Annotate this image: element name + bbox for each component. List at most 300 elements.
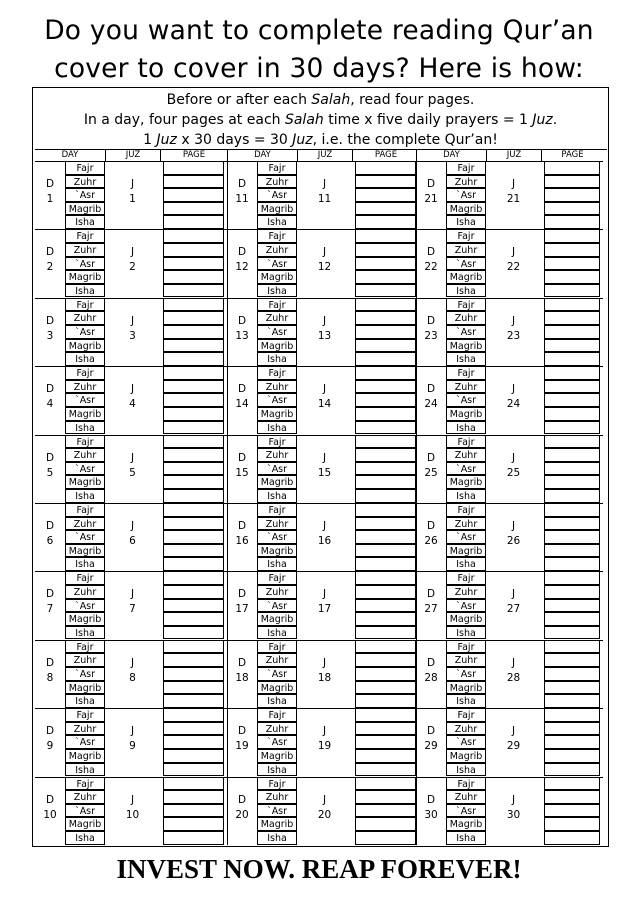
page-entry-box[interactable] [544,325,600,339]
page-entry-box[interactable] [163,215,224,229]
day-number: 6 [46,535,54,547]
page-entry-box[interactable] [355,380,416,394]
prayer-cell: Magrib [257,475,297,489]
page-entry-box[interactable] [163,229,224,243]
column-header-juz: JUZ [486,150,541,161]
page-entry-box[interactable] [355,421,416,435]
page-entry-box[interactable] [355,735,416,749]
prayer-cell: Magrib [257,749,297,763]
page-entry-box[interactable] [544,599,600,613]
instruction-text: Before or after each [166,92,312,108]
day-prefix: D [426,314,436,327]
page-entry-box[interactable] [355,215,416,229]
page-entry-box[interactable] [355,804,416,818]
juz-prefix: J [130,383,135,396]
page-entry-box[interactable] [544,161,600,175]
page-entry-box[interactable] [355,667,416,681]
page-entry-box[interactable] [163,298,224,312]
juz-prefix: J [511,314,516,327]
page-entry-box[interactable] [163,599,224,613]
page-entry-box[interactable] [163,544,224,558]
juz-number: 30 [506,808,521,821]
page-entry-box[interactable] [544,475,600,489]
page-entry-box[interactable] [355,352,416,366]
prayer-cell: `Asr [65,804,105,818]
juz-label [486,451,541,481]
page-entry-box[interactable] [163,257,224,271]
page-entry-box[interactable] [355,366,416,380]
prayer-cell: Magrib [65,270,105,284]
page-entry-box[interactable] [544,790,600,804]
day-number: 3 [46,329,54,342]
prayer-cell: Zuhr [257,448,297,462]
juz-prefix: J [130,314,135,327]
footer-slogan: INVEST NOW. REAP FOREVER! [116,854,522,884]
page-entry-box[interactable] [544,694,600,708]
juz-number: 10 [125,808,140,821]
prayer-cell: Fajr [65,161,105,175]
day-prefix: D [45,588,55,601]
juz-label [105,793,160,823]
day-prefix: D [45,725,55,738]
page-entry-box[interactable] [544,585,600,599]
prayer-cell: Zuhr [446,175,486,189]
prayer-cell: Magrib [257,407,297,421]
day-prefix: D [45,383,55,396]
prayer-cell: `Asr [65,325,105,339]
prayer-cell: `Asr [65,257,105,271]
prayer-cell: Zuhr [257,175,297,189]
page-entry-box[interactable] [355,708,416,722]
page-entry-box[interactable] [544,435,600,449]
page-entry-box[interactable] [544,626,600,640]
page-entry-box[interactable] [355,489,416,503]
juz-label [105,382,160,412]
prayer-cell: Zuhr [65,448,105,462]
day-label [416,177,446,207]
page-entry-box[interactable] [163,804,224,818]
page-entry-box[interactable] [355,612,416,626]
page-entry-box[interactable] [163,503,224,517]
page-entry-box[interactable] [163,735,224,749]
page-entry-box[interactable] [544,188,600,202]
page-entry-box[interactable] [355,749,416,763]
page-entry-box[interactable] [544,653,600,667]
page-entry-box[interactable] [355,626,416,640]
instruction-text: , read four pages. [350,92,475,108]
page-entry-box[interactable] [163,681,224,695]
prayer-cell: `Asr [257,599,297,613]
page-entry-box[interactable] [544,380,600,394]
prayer-cell: `Asr [65,188,105,202]
page-entry-box[interactable] [355,694,416,708]
page-entry-box[interactable] [163,489,224,503]
prayer-cell: Magrib [257,202,297,216]
page-entry-box[interactable] [163,585,224,599]
day-number: 21 [424,193,438,205]
prayer-cell: Magrib [446,544,486,558]
page-entry-box[interactable] [544,284,600,298]
instruction-text: , i.e. the complete Qur’an! [312,132,498,148]
page-entry-box[interactable] [544,503,600,517]
prayer-cell: Magrib [446,817,486,831]
page-entry-box[interactable] [355,790,416,804]
juz-prefix: J [322,383,327,396]
page-entry-box[interactable] [163,831,224,845]
page-entry-box[interactable] [544,763,600,777]
page-entry-box[interactable] [355,175,416,189]
page-entry-box[interactable] [355,475,416,489]
juz-number: 4 [129,398,136,411]
page-entry-box[interactable] [355,188,416,202]
day-prefix: D [237,246,247,259]
page-entry-box[interactable] [163,243,224,257]
day-number: 23 [424,329,438,342]
juz-number: 19 [317,740,332,753]
day-label [35,245,65,275]
prayer-cell: Zuhr [65,517,105,531]
page-entry-box[interactable] [163,284,224,298]
day-number: 14 [235,398,249,411]
page-entry-box[interactable] [163,612,224,626]
prayer-cell: Magrib [65,749,105,763]
page-entry-box[interactable] [163,694,224,708]
juz-label [486,382,541,412]
juz-label [297,724,352,754]
page-entry-box[interactable] [544,777,600,791]
column-divider [416,150,417,845]
prayer-cell: Zuhr [65,790,105,804]
page-entry-box[interactable] [163,653,224,667]
page-entry-box[interactable] [355,462,416,476]
page-entry-box[interactable] [163,421,224,435]
prayer-cell: Zuhr [446,311,486,325]
instruction-text: x 30 days = 30 [176,132,293,148]
page-entry-box[interactable] [544,243,600,257]
page-entry-box[interactable] [163,790,224,804]
page-entry-box[interactable] [544,640,600,654]
page-entry-box[interactable] [163,270,224,284]
page-entry-box[interactable] [163,380,224,394]
page-entry-box[interactable] [544,257,600,271]
page-entry-box[interactable] [544,393,600,407]
juz-prefix: J [322,725,327,738]
page-entry-box[interactable] [355,530,416,544]
juz-label [486,793,541,823]
page-entry-box[interactable] [355,599,416,613]
day-label [416,793,446,823]
prayer-cell: Magrib [65,475,105,489]
prayer-cell: Fajr [257,708,297,722]
prayer-cell: Isha [65,763,105,777]
juz-prefix: J [322,656,327,669]
page-entry-box[interactable] [544,270,600,284]
day-prefix: D [45,451,55,464]
prayer-cell: Isha [65,284,105,298]
prayer-cell: Isha [257,557,297,571]
page-entry-box[interactable] [163,175,224,189]
day-prefix: D [45,520,55,532]
page-entry-box[interactable] [544,489,600,503]
instruction-text: time x five daily prayers = 1 [323,112,533,128]
prayer-cell: Isha [257,626,297,640]
page-entry-box[interactable] [355,298,416,312]
page-entry-box[interactable] [163,462,224,476]
page-entry-box[interactable] [544,229,600,243]
day-number: 18 [235,671,249,684]
page-entry-box[interactable] [544,352,600,366]
prayer-cell: Fajr [446,161,486,175]
page-entry-box[interactable] [355,503,416,517]
page-entry-box[interactable] [544,215,600,229]
page-entry-box[interactable] [544,366,600,380]
page-entry-box[interactable] [355,257,416,271]
page-entry-box[interactable] [544,817,600,831]
day-label [416,587,446,617]
prayer-cell: Zuhr [65,653,105,667]
prayer-cell: Isha [257,763,297,777]
juz-prefix: J [322,246,327,259]
page-entry-box[interactable] [355,435,416,449]
page-entry-box[interactable] [163,667,224,681]
page-entry-box[interactable] [163,749,224,763]
column-header-day: DAY [61,150,79,160]
prayer-cell: Fajr [257,571,297,585]
juz-number: 21 [506,193,521,205]
page-entry-box[interactable] [355,284,416,298]
prayer-cell: Magrib [446,270,486,284]
juz-label [105,724,160,754]
prayer-cell: `Asr [446,257,486,271]
page-entry-box[interactable] [163,188,224,202]
page-entry-box[interactable] [163,352,224,366]
prayer-cell: `Asr [257,188,297,202]
page-entry-box[interactable] [544,722,600,736]
page-entry-box[interactable] [544,804,600,818]
day-label [227,793,257,823]
prayer-cell: Isha [446,421,486,435]
page-entry-box[interactable] [544,311,600,325]
page-entry-box[interactable] [163,708,224,722]
page-entry-box[interactable] [544,544,600,558]
prayer-cell: Magrib [446,339,486,353]
day-label [416,451,446,481]
page-entry-box[interactable] [355,544,416,558]
page-entry-box[interactable] [163,435,224,449]
page-entry-box[interactable] [163,722,224,736]
page-entry-box[interactable] [544,708,600,722]
page-entry-box[interactable] [163,161,224,175]
juz-label [486,519,541,549]
prayer-cell: Zuhr [65,175,105,189]
prayer-cell: `Asr [446,667,486,681]
day-number: 19 [235,740,249,753]
page-entry-box[interactable] [355,517,416,531]
prayer-cell: Isha [257,284,297,298]
page-entry-box[interactable] [544,421,600,435]
prayer-cell: Magrib [446,612,486,626]
page-entry-box[interactable] [544,571,600,585]
juz-prefix: J [322,451,327,464]
page-entry-box[interactable] [355,571,416,585]
page-entry-box[interactable] [355,311,416,325]
page-entry-box[interactable] [544,298,600,312]
prayer-cell: Magrib [446,475,486,489]
page-entry-box[interactable] [355,339,416,353]
page-entry-box[interactable] [163,530,224,544]
page-entry-box[interactable] [544,612,600,626]
reading-schedule-sheet [32,87,609,847]
prayer-cell: Fajr [65,571,105,585]
prayer-cell: `Asr [65,530,105,544]
page-entry-box[interactable] [544,407,600,421]
page-entry-box[interactable] [355,325,416,339]
page-entry-box[interactable] [544,339,600,353]
prayer-cell: Isha [65,831,105,845]
page-entry-box[interactable] [355,393,416,407]
day-label [227,245,257,275]
prayer-cell: Fajr [65,708,105,722]
juz-label [486,177,541,207]
prayer-cell: Magrib [65,202,105,216]
page-entry-box[interactable] [544,749,600,763]
page-entry-box[interactable] [163,325,224,339]
prayer-cell: Isha [65,694,105,708]
page-entry-box[interactable] [544,530,600,544]
page-entry-box[interactable] [355,407,416,421]
prayer-cell: Fajr [65,298,105,312]
page-entry-box[interactable] [163,475,224,489]
page-entry-box[interactable] [163,393,224,407]
page-entry-box[interactable] [544,517,600,531]
prayer-cell: Magrib [446,681,486,695]
juz-prefix: J [511,520,516,532]
page-entry-box[interactable] [355,448,416,462]
prayer-cell: Fajr [257,435,297,449]
instruction-text: In a day, four pages at each [83,112,285,128]
day-label [35,519,65,549]
page-entry-box[interactable] [544,681,600,695]
prayer-cell: Zuhr [257,311,297,325]
page-entry-box[interactable] [163,366,224,380]
day-prefix: D [426,246,436,259]
page-entry-box[interactable] [163,202,224,216]
page-entry-box[interactable] [544,667,600,681]
prayer-cell: Zuhr [446,790,486,804]
juz-number: 5 [129,466,136,479]
page-entry-box[interactable] [163,339,224,353]
prayer-cell: Fajr [65,229,105,243]
day-label [227,451,257,481]
page-entry-box[interactable] [163,407,224,421]
day-number: 15 [235,466,249,479]
juz-prefix: J [130,520,135,532]
day-number: 27 [424,603,438,616]
page-entry-box[interactable] [163,763,224,777]
page-entry-box[interactable] [544,557,600,571]
prayer-cell: Zuhr [65,243,105,257]
juz-prefix: J [511,246,516,259]
day-number: 25 [424,466,438,479]
day-label [416,245,446,275]
page-entry-box[interactable] [544,462,600,476]
day-label [35,314,65,344]
juz-prefix: J [322,588,327,601]
day-prefix: D [426,451,436,464]
page-entry-box[interactable] [163,311,224,325]
page-entry-box[interactable] [163,626,224,640]
juz-number: 20 [317,808,332,821]
page-entry-box[interactable] [544,735,600,749]
day-label [227,587,257,617]
page-entry-box[interactable] [355,229,416,243]
page-entry-box[interactable] [355,722,416,736]
page-entry-box[interactable] [355,202,416,216]
prayer-cell: Magrib [65,407,105,421]
day-number: 22 [424,261,438,274]
day-label [227,314,257,344]
prayer-cell: Magrib [257,270,297,284]
prayer-cell: Fajr [65,435,105,449]
prayer-cell: `Asr [446,599,486,613]
prayer-cell: Magrib [65,339,105,353]
page-entry-box[interactable] [355,681,416,695]
page-entry-box[interactable] [355,817,416,831]
page-entry-box[interactable] [355,777,416,791]
page-entry-box[interactable] [355,270,416,284]
page-entry-box[interactable] [163,571,224,585]
day-number: 29 [424,740,438,753]
prayer-cell: Fajr [446,640,486,654]
page-entry-box[interactable] [163,448,224,462]
day-label [227,177,257,207]
juz-number: 6 [129,535,136,547]
page-entry-box[interactable] [355,243,416,257]
page-entry-box[interactable] [163,777,224,791]
column-header-juz: JUZ [297,150,352,161]
juz-prefix: J [511,725,516,738]
page-entry-box[interactable] [355,763,416,777]
juz-prefix: J [322,314,327,327]
prayer-cell: `Asr [65,599,105,613]
prayer-cell: Fajr [257,366,297,380]
page-entry-box[interactable] [355,161,416,175]
page-entry-box[interactable] [355,557,416,571]
page-entry-box[interactable] [163,517,224,531]
day-number: 10 [43,808,57,821]
page-entry-box[interactable] [544,175,600,189]
page-entry-box[interactable] [355,585,416,599]
page-entry-box[interactable] [163,557,224,571]
prayer-cell: Isha [65,215,105,229]
juz-label [486,314,541,344]
day-label [227,656,257,686]
page-entry-box[interactable] [544,831,600,845]
page-entry-box[interactable] [355,653,416,667]
page-entry-box[interactable] [163,817,224,831]
day-prefix: D [426,793,436,806]
juz-number: 8 [129,671,136,684]
page-entry-box[interactable] [163,640,224,654]
page-entry-box[interactable] [544,448,600,462]
juz-label [297,656,352,686]
page-entry-box[interactable] [544,202,600,216]
day-prefix: D [45,656,55,669]
day-number: 17 [235,603,249,616]
page-entry-box[interactable] [355,831,416,845]
page-entry-box[interactable] [355,640,416,654]
prayer-cell: Isha [446,694,486,708]
